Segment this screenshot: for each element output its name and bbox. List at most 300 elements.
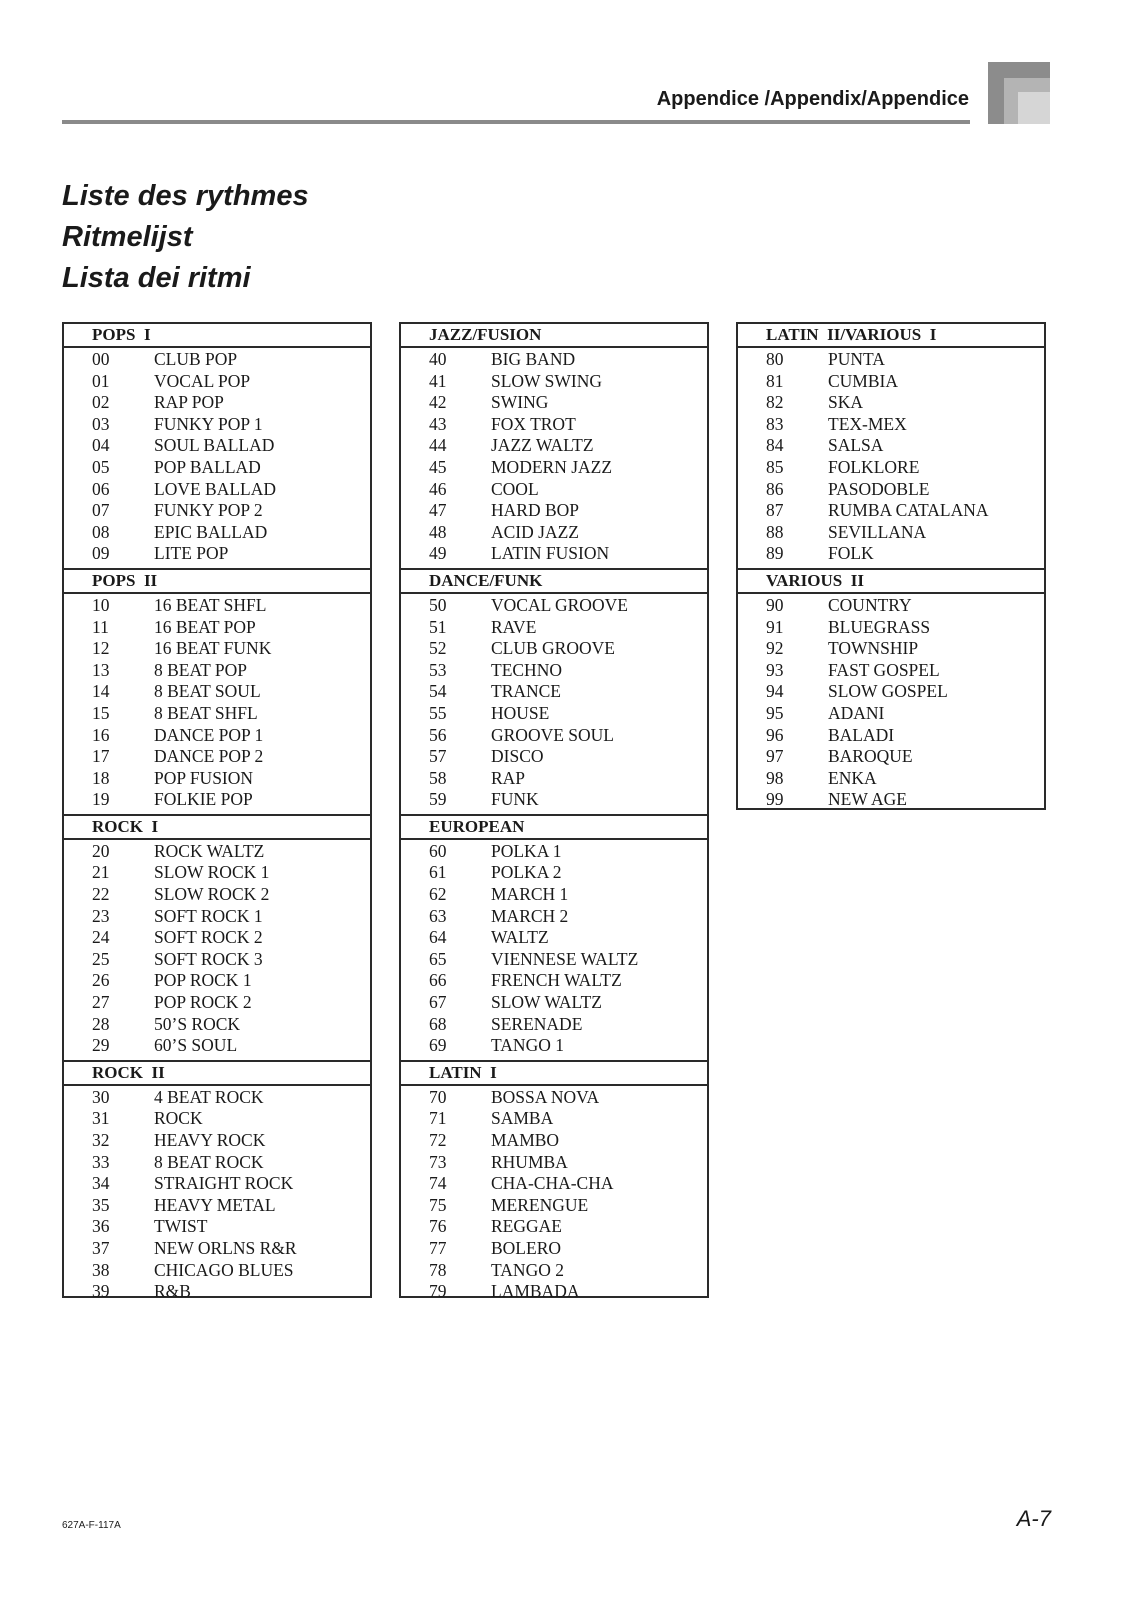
rhythm-name: HOUSE (491, 702, 550, 723)
rhythm-row (401, 457, 707, 479)
rhythm-row (64, 1130, 370, 1152)
rhythm-name: SLOW ROCK 2 (154, 884, 270, 905)
rhythm-number: 07 (92, 500, 110, 521)
rhythm-number: 99 (766, 789, 784, 810)
group-heading: ROCK I (64, 814, 370, 840)
rhythm-row (401, 1108, 707, 1130)
rhythm-number: 53 (429, 659, 447, 680)
group-heading: ROCK II (64, 1060, 370, 1086)
rhythm-row (738, 543, 1044, 565)
rhythm-name: DANCE POP 2 (154, 746, 264, 767)
rhythm-number: 19 (92, 789, 110, 810)
rhythm-row (401, 660, 707, 682)
rhythm-name: SAMBA (491, 1108, 554, 1129)
rhythm-number: 00 (92, 349, 110, 369)
rhythm-name: POP BALLAD (154, 456, 261, 477)
rhythm-number: 61 (429, 862, 447, 883)
rhythm-row (64, 392, 370, 414)
rhythm-number: 51 (429, 616, 447, 637)
rhythm-name: SEVILLANA (828, 521, 927, 542)
rhythm-row (738, 371, 1044, 393)
title-italian: Lista dei ritmi (62, 262, 251, 294)
group-heading: DANCE/FUNK (401, 568, 707, 594)
rhythm-row (64, 1035, 370, 1057)
rhythm-row (401, 349, 707, 371)
rhythm-group (738, 324, 1044, 568)
rhythm-row (738, 660, 1044, 682)
rhythm-name: STRAIGHT ROCK (154, 1173, 294, 1194)
rhythm-name: FAST GOSPEL (828, 659, 940, 680)
rhythm-row (401, 768, 707, 790)
rhythm-row (401, 617, 707, 639)
rhythm-name: HARD BOP (491, 500, 580, 521)
rhythm-number: 48 (429, 521, 447, 542)
rhythm-name: SLOW WALTZ (491, 992, 602, 1013)
rhythm-row (738, 681, 1044, 703)
rhythm-row (738, 349, 1044, 371)
rhythm-row (401, 414, 707, 436)
rhythm-number: 28 (92, 1013, 110, 1034)
rhythm-number: 11 (92, 616, 109, 637)
rhythm-row (64, 457, 370, 479)
rhythm-number: 95 (766, 702, 784, 723)
rhythm-row (64, 1260, 370, 1282)
rhythm-number: 91 (766, 616, 784, 637)
rhythm-name: BLUEGRASS (828, 616, 931, 637)
group-heading: POPS II (64, 568, 370, 594)
rhythm-name: ROCK WALTZ (154, 840, 265, 861)
page-titles (62, 176, 309, 299)
rhythm-number: 89 (766, 543, 784, 564)
rhythm-number: 66 (429, 970, 447, 991)
rhythm-number: 14 (92, 681, 110, 702)
corner-tab-mark (988, 62, 1050, 124)
rhythm-name: COOL (491, 478, 539, 499)
rhythm-row (64, 906, 370, 928)
rhythm-row (64, 841, 370, 863)
title-french: Liste des rythmes (62, 180, 309, 212)
rhythm-row (64, 884, 370, 906)
rhythm-name: LAMBADA (491, 1281, 580, 1302)
rhythm-group (401, 324, 707, 568)
rhythm-row (64, 862, 370, 884)
rhythm-row (401, 638, 707, 660)
rhythm-name: RAP (491, 767, 526, 788)
rhythm-name: TWIST (154, 1216, 208, 1237)
rhythm-row (401, 1238, 707, 1260)
rhythm-number: 20 (92, 840, 110, 861)
rhythm-column-2 (399, 322, 709, 1302)
rhythm-row (401, 1152, 707, 1174)
group-heading: LATIN II/VARIOUS I (738, 324, 1044, 348)
title-dutch: Ritmelijst (62, 221, 193, 253)
rhythm-name: TANGO 2 (491, 1259, 564, 1280)
rhythm-row (401, 746, 707, 768)
rhythm-number: 64 (429, 927, 447, 948)
rhythm-number: 69 (429, 1035, 447, 1056)
rhythm-row (64, 703, 370, 725)
rhythm-number: 56 (429, 724, 447, 745)
rhythm-number: 26 (92, 970, 110, 991)
rhythm-number: 12 (92, 638, 110, 659)
rhythm-group (64, 814, 370, 1060)
rhythm-name: 50’S ROCK (154, 1013, 241, 1034)
rhythm-name: FUNK (491, 789, 539, 810)
rhythm-number: 40 (429, 349, 447, 369)
group-heading: JAZZ/FUSION (401, 324, 707, 348)
rhythm-row (738, 638, 1044, 660)
rhythm-number: 37 (92, 1237, 110, 1258)
rhythm-row (401, 1260, 707, 1282)
rhythm-number: 94 (766, 681, 784, 702)
rhythm-column-3 (736, 322, 1046, 810)
rhythm-name: FOLKLORE (828, 456, 920, 477)
rhythm-row (401, 927, 707, 949)
rhythm-name: LATIN FUSION (491, 543, 610, 564)
rhythm-row (64, 660, 370, 682)
rhythm-row (401, 595, 707, 617)
rhythm-row (64, 1281, 370, 1303)
group-heading: EUROPEAN (401, 814, 707, 840)
header-rule (62, 120, 970, 124)
rhythm-row (738, 392, 1044, 414)
rhythm-name: FUNKY POP 1 (154, 413, 263, 434)
rhythm-number: 17 (92, 746, 110, 767)
rhythm-row (401, 1035, 707, 1057)
rhythm-number: 58 (429, 767, 447, 788)
rhythm-number: 77 (429, 1237, 447, 1258)
rhythm-row (64, 500, 370, 522)
rhythm-number: 68 (429, 1013, 447, 1034)
rhythm-name: ENKA (828, 767, 877, 788)
rhythm-row (64, 1216, 370, 1238)
rhythm-row (64, 543, 370, 565)
rhythm-number: 87 (766, 500, 784, 521)
rhythm-number: 86 (766, 478, 784, 499)
rhythm-name: HEAVY ROCK (154, 1130, 266, 1150)
rhythm-name: VIENNESE WALTZ (491, 948, 639, 969)
rhythm-number: 31 (92, 1108, 110, 1129)
rhythm-number: 30 (92, 1086, 110, 1107)
rhythm-number: 82 (766, 392, 784, 413)
rhythm-name: POP ROCK 1 (154, 970, 252, 991)
rhythm-name: TANGO 1 (491, 1035, 564, 1056)
rhythm-number: 33 (92, 1151, 110, 1172)
rhythm-number: 47 (429, 500, 447, 521)
rhythm-row (401, 1014, 707, 1036)
rhythm-name: SOFT ROCK 2 (154, 927, 263, 948)
rhythm-row (401, 1281, 707, 1303)
rhythm-number: 81 (766, 370, 784, 391)
rhythm-row (64, 725, 370, 747)
rhythm-row (738, 457, 1044, 479)
rhythm-group (401, 568, 707, 814)
rhythm-number: 67 (429, 992, 447, 1013)
page-number: A-7 (1016, 1506, 1051, 1531)
rhythm-number: 70 (429, 1086, 447, 1107)
rhythm-number: 74 (429, 1173, 447, 1194)
rhythm-number: 45 (429, 456, 447, 477)
rhythm-name: CHA-CHA-CHA (491, 1173, 614, 1194)
rhythm-name: FUNKY POP 2 (154, 500, 263, 521)
rhythm-number: 18 (92, 767, 110, 788)
rhythm-row (64, 479, 370, 501)
group-heading: VARIOUS II (738, 568, 1044, 594)
rhythm-row (64, 970, 370, 992)
rhythm-name: CLUB GROOVE (491, 638, 615, 659)
rhythm-number: 15 (92, 702, 110, 723)
rhythm-name: R&B (154, 1281, 191, 1302)
rhythm-row (738, 746, 1044, 768)
rhythm-number: 16 (92, 724, 110, 745)
rhythm-name: 16 BEAT FUNK (154, 638, 272, 659)
rhythm-name: 8 BEAT SHFL (154, 702, 258, 723)
rhythm-row (64, 1238, 370, 1260)
rhythm-name: NEW ORLNS R&R (154, 1237, 297, 1258)
rhythm-name: 8 BEAT ROCK (154, 1151, 264, 1172)
rhythm-row (64, 1173, 370, 1195)
rhythm-name: PASODOBLE (828, 478, 930, 499)
rhythm-name: TOWNSHIP (828, 638, 919, 659)
rhythm-number: 21 (92, 862, 110, 883)
rhythm-number: 83 (766, 413, 784, 434)
rhythm-number: 97 (766, 746, 784, 767)
rhythm-name: REGGAE (491, 1216, 562, 1237)
rhythm-row (738, 500, 1044, 522)
rhythm-number: 98 (766, 767, 784, 788)
rhythm-row (64, 1152, 370, 1174)
rhythm-row (401, 392, 707, 414)
rhythm-name: 4 BEAT ROCK (154, 1086, 264, 1107)
rhythm-number: 34 (92, 1173, 110, 1194)
rhythm-name: SWING (491, 392, 549, 413)
rhythm-name: BIG BAND (491, 349, 576, 369)
rhythm-name: POP FUSION (154, 767, 254, 788)
rhythm-name: POLKA 2 (491, 862, 562, 883)
rhythm-name: HEAVY METAL (154, 1194, 276, 1215)
rhythm-row (64, 949, 370, 971)
rhythm-name: ROCK (154, 1108, 203, 1129)
rhythm-name: CLUB POP (154, 349, 238, 369)
rhythm-row (401, 841, 707, 863)
rhythm-name: SOUL BALLAD (154, 435, 275, 456)
rhythm-number: 96 (766, 724, 784, 745)
rhythm-name: SLOW GOSPEL (828, 681, 948, 702)
rhythm-name: DANCE POP 1 (154, 724, 264, 745)
rhythm-name: MARCH 2 (491, 905, 569, 926)
rhythm-name: SOFT ROCK 3 (154, 948, 263, 969)
rhythm-name: LITE POP (154, 543, 229, 564)
rhythm-row (64, 371, 370, 393)
rhythm-row (401, 862, 707, 884)
rhythm-row (738, 789, 1044, 811)
rhythm-row (738, 617, 1044, 639)
rhythm-row (64, 349, 370, 371)
rhythm-row (64, 638, 370, 660)
rhythm-row (64, 617, 370, 639)
rhythm-group (64, 324, 370, 568)
rhythm-number: 27 (92, 992, 110, 1013)
rhythm-name: EPIC BALLAD (154, 521, 268, 542)
rhythm-row (401, 906, 707, 928)
rhythm-row (738, 479, 1044, 501)
rhythm-column-1 (62, 322, 372, 1302)
rhythm-name: SOFT ROCK 1 (154, 905, 263, 926)
rhythm-row (401, 1195, 707, 1217)
rhythm-row (401, 992, 707, 1014)
rhythm-number: 92 (766, 638, 784, 659)
rhythm-number: 59 (429, 789, 447, 810)
rhythm-name: MARCH 1 (491, 884, 569, 905)
rhythm-name: ADANI (828, 702, 885, 723)
rhythm-number: 04 (92, 435, 110, 456)
rhythm-row (401, 500, 707, 522)
rhythm-name: FOLKIE POP (154, 789, 253, 810)
rhythm-row (738, 414, 1044, 436)
rhythm-number: 03 (92, 413, 110, 434)
rhythm-number: 90 (766, 594, 784, 615)
rhythm-name: LOVE BALLAD (154, 478, 276, 499)
rhythm-name: 16 BEAT POP (154, 616, 256, 637)
rhythm-name: ACID JAZZ (491, 521, 579, 542)
rhythm-name: VOCAL GROOVE (491, 594, 628, 615)
rhythm-number: 08 (92, 521, 110, 542)
rhythm-number: 06 (92, 478, 110, 499)
rhythm-row (64, 414, 370, 436)
rhythm-row (64, 746, 370, 768)
rhythm-name: POLKA 1 (491, 840, 562, 861)
group-heading: LATIN I (401, 1060, 707, 1086)
rhythm-row (64, 595, 370, 617)
rhythm-row (738, 725, 1044, 747)
rhythm-group (64, 1060, 370, 1306)
rhythm-row (738, 595, 1044, 617)
rhythm-name: 8 BEAT SOUL (154, 681, 261, 702)
rhythm-name: CUMBIA (828, 370, 899, 391)
rhythm-row (738, 768, 1044, 790)
rhythm-name: VOCAL POP (154, 370, 251, 391)
rhythm-row (64, 1087, 370, 1109)
rhythm-name: TRANCE (491, 681, 561, 702)
rhythm-name: BALADI (828, 724, 895, 745)
rhythm-number: 24 (92, 927, 110, 948)
rhythm-row (401, 371, 707, 393)
rhythm-row (64, 768, 370, 790)
rhythm-number: 35 (92, 1194, 110, 1215)
rhythm-number: 01 (92, 370, 110, 391)
rhythm-name: SLOW SWING (491, 370, 602, 391)
rhythm-name: SKA (828, 392, 864, 413)
rhythm-number: 72 (429, 1130, 447, 1150)
rhythm-name: MAMBO (491, 1130, 560, 1150)
rhythm-number: 46 (429, 478, 447, 499)
rhythm-row (64, 1014, 370, 1036)
rhythm-name: FOLK (828, 543, 874, 564)
rhythm-number: 23 (92, 905, 110, 926)
rhythm-name: SERENADE (491, 1013, 583, 1034)
rhythm-row (738, 435, 1044, 457)
rhythm-number: 36 (92, 1216, 110, 1237)
rhythm-row (401, 479, 707, 501)
rhythm-number: 22 (92, 884, 110, 905)
rhythm-name: TEX-MEX (828, 413, 907, 434)
rhythm-number: 75 (429, 1194, 447, 1215)
rhythm-group (64, 568, 370, 814)
rhythm-name: NEW AGE (828, 789, 907, 810)
rhythm-number: 62 (429, 884, 447, 905)
rhythm-number: 52 (429, 638, 447, 659)
rhythm-group (738, 568, 1044, 814)
rhythm-row (401, 725, 707, 747)
rhythm-name: 16 BEAT SHFL (154, 594, 267, 615)
rhythm-number: 50 (429, 594, 447, 615)
rhythm-name: DISCO (491, 746, 544, 767)
footer-code: 627A-F-117A (62, 1520, 121, 1531)
rhythm-row (401, 1173, 707, 1195)
rhythm-number: 02 (92, 392, 110, 413)
rhythm-name: RHUMBA (491, 1151, 568, 1172)
rhythm-number: 41 (429, 370, 447, 391)
rhythm-name: BOLERO (491, 1237, 561, 1258)
rhythm-row (401, 522, 707, 544)
rhythm-name: FOX TROT (491, 413, 576, 434)
rhythm-name: MERENGUE (491, 1194, 589, 1215)
rhythm-number: 39 (92, 1281, 110, 1302)
rhythm-name: SLOW ROCK 1 (154, 862, 270, 883)
rhythm-name: SALSA (828, 435, 884, 456)
rhythm-name: WALTZ (491, 927, 549, 948)
rhythm-row (64, 522, 370, 544)
rhythm-name: 60’S SOUL (154, 1035, 238, 1056)
page-header-title: Appendice /Appendix/Appendice (656, 88, 969, 110)
rhythm-row (401, 1216, 707, 1238)
rhythm-number: 32 (92, 1130, 110, 1150)
rhythm-number: 25 (92, 948, 110, 969)
rhythm-row (401, 681, 707, 703)
rhythm-number: 79 (429, 1281, 447, 1302)
rhythm-number: 84 (766, 435, 784, 456)
rhythm-row (64, 927, 370, 949)
rhythm-number: 05 (92, 456, 110, 477)
rhythm-number: 78 (429, 1259, 447, 1280)
rhythm-name: BOSSA NOVA (491, 1086, 600, 1107)
rhythm-number: 29 (92, 1035, 110, 1056)
rhythm-name: FRENCH WALTZ (491, 970, 622, 991)
rhythm-number: 71 (429, 1108, 447, 1129)
rhythm-number: 44 (429, 435, 447, 456)
rhythm-name: COUNTRY (828, 594, 912, 615)
rhythm-number: 42 (429, 392, 447, 413)
rhythm-row (401, 1087, 707, 1109)
rhythm-number: 38 (92, 1259, 110, 1280)
rhythm-group (401, 814, 707, 1060)
rhythm-name: TECHNO (491, 659, 562, 680)
rhythm-row (64, 789, 370, 811)
rhythm-row (64, 992, 370, 1014)
rhythm-row (401, 789, 707, 811)
rhythm-number: 60 (429, 840, 447, 861)
rhythm-number: 54 (429, 681, 447, 702)
rhythm-number: 49 (429, 543, 447, 564)
rhythm-number: 80 (766, 349, 784, 369)
rhythm-row (401, 970, 707, 992)
rhythm-row (64, 1108, 370, 1130)
rhythm-row (64, 435, 370, 457)
rhythm-number: 93 (766, 659, 784, 680)
rhythm-name: 8 BEAT POP (154, 659, 248, 680)
rhythm-number: 57 (429, 746, 447, 767)
rhythm-number: 09 (92, 543, 110, 564)
